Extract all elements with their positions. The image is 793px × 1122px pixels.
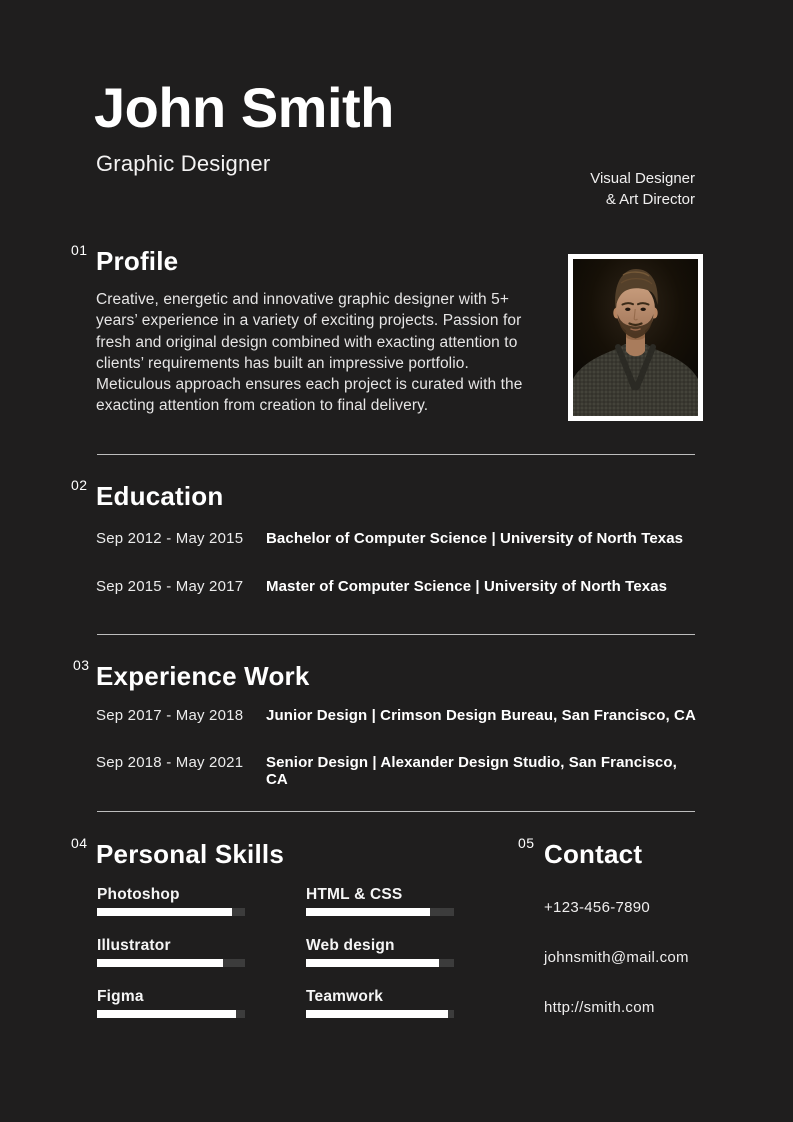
education-detail: Master of Computer Science | University of North Texas bbox=[266, 578, 668, 595]
skill-bar-fill bbox=[97, 959, 223, 967]
contact-heading: Contact bbox=[544, 839, 643, 869]
contact-website: http://smith.com bbox=[544, 999, 655, 1016]
divider bbox=[97, 454, 695, 455]
education-row bbox=[96, 578, 696, 595]
experience-row bbox=[96, 754, 696, 788]
skill-label: Web design bbox=[306, 937, 395, 954]
skill-label: Illustrator bbox=[97, 937, 171, 954]
person-role: Graphic Designer bbox=[96, 151, 271, 176]
skill-bar bbox=[306, 959, 454, 967]
portrait-photo bbox=[568, 254, 703, 421]
contact-phone: +123-456-7890 bbox=[544, 899, 651, 916]
skill-bar bbox=[306, 1010, 454, 1018]
skill-label: HTML & CSS bbox=[306, 886, 403, 903]
education-row bbox=[96, 530, 696, 547]
skill-bar bbox=[97, 959, 245, 967]
tagline-line-2: & Art Director bbox=[605, 191, 695, 208]
skill-bar-fill bbox=[306, 908, 430, 916]
skill-bar-fill bbox=[97, 1010, 236, 1018]
profile-section-number: 01 bbox=[71, 242, 88, 258]
skill-label: Teamwork bbox=[306, 988, 384, 1005]
person-name: John Smith bbox=[94, 76, 394, 139]
experience-dates: Sep 2017 - May 2018 bbox=[96, 707, 244, 724]
skill-label: Photoshop bbox=[97, 886, 180, 903]
education-dates: Sep 2015 - May 2017 bbox=[96, 578, 244, 595]
education-detail: Bachelor of Computer Science | University of North Texas bbox=[266, 530, 684, 547]
experience-dates: Sep 2018 - May 2021 bbox=[96, 754, 244, 771]
experience-section-number: 03 bbox=[73, 657, 90, 673]
tagline bbox=[590, 168, 695, 210]
skills-heading: Personal Skills bbox=[96, 839, 284, 869]
skill-bar bbox=[97, 1010, 245, 1018]
education-section-number: 02 bbox=[71, 477, 88, 493]
skill-label: Figma bbox=[97, 988, 144, 1005]
skill-bar bbox=[97, 908, 245, 916]
skill-bar bbox=[306, 908, 454, 916]
contact-section-number: 05 bbox=[518, 835, 535, 851]
skill-bar-fill bbox=[306, 1010, 448, 1018]
experience-detail: Junior Design | Crimson Design Bureau, San Francisco, CA bbox=[266, 707, 696, 724]
experience-row bbox=[96, 707, 696, 724]
education-heading: Education bbox=[96, 481, 224, 511]
portrait-photo-illustration bbox=[573, 259, 698, 416]
tagline-line-1: Visual Designer bbox=[590, 170, 695, 187]
education-dates: Sep 2012 - May 2015 bbox=[96, 530, 244, 547]
experience-heading: Experience Work bbox=[96, 661, 310, 691]
divider bbox=[97, 811, 695, 812]
skills-section-number: 04 bbox=[71, 835, 88, 851]
profile-heading: Profile bbox=[96, 246, 179, 276]
divider bbox=[97, 634, 695, 635]
skill-bar-fill bbox=[306, 959, 439, 967]
experience-detail: Senior Design | Alexander Design Studio, San Francisco, CA bbox=[266, 754, 677, 788]
skill-bar-fill bbox=[97, 908, 232, 916]
contact-email: johnsmith@mail.com bbox=[544, 949, 689, 966]
profile-body: Creative, energetic and innovative graphic designer with 5+ years’ experience in a variety of exciting projects. Passion for fresh and original design combined with exacting attention to clients’ requirements has built an impressive portfolio. Meticulous approach ensures each project is curated with the exacting attention from creation to final delivery. bbox=[96, 291, 523, 415]
